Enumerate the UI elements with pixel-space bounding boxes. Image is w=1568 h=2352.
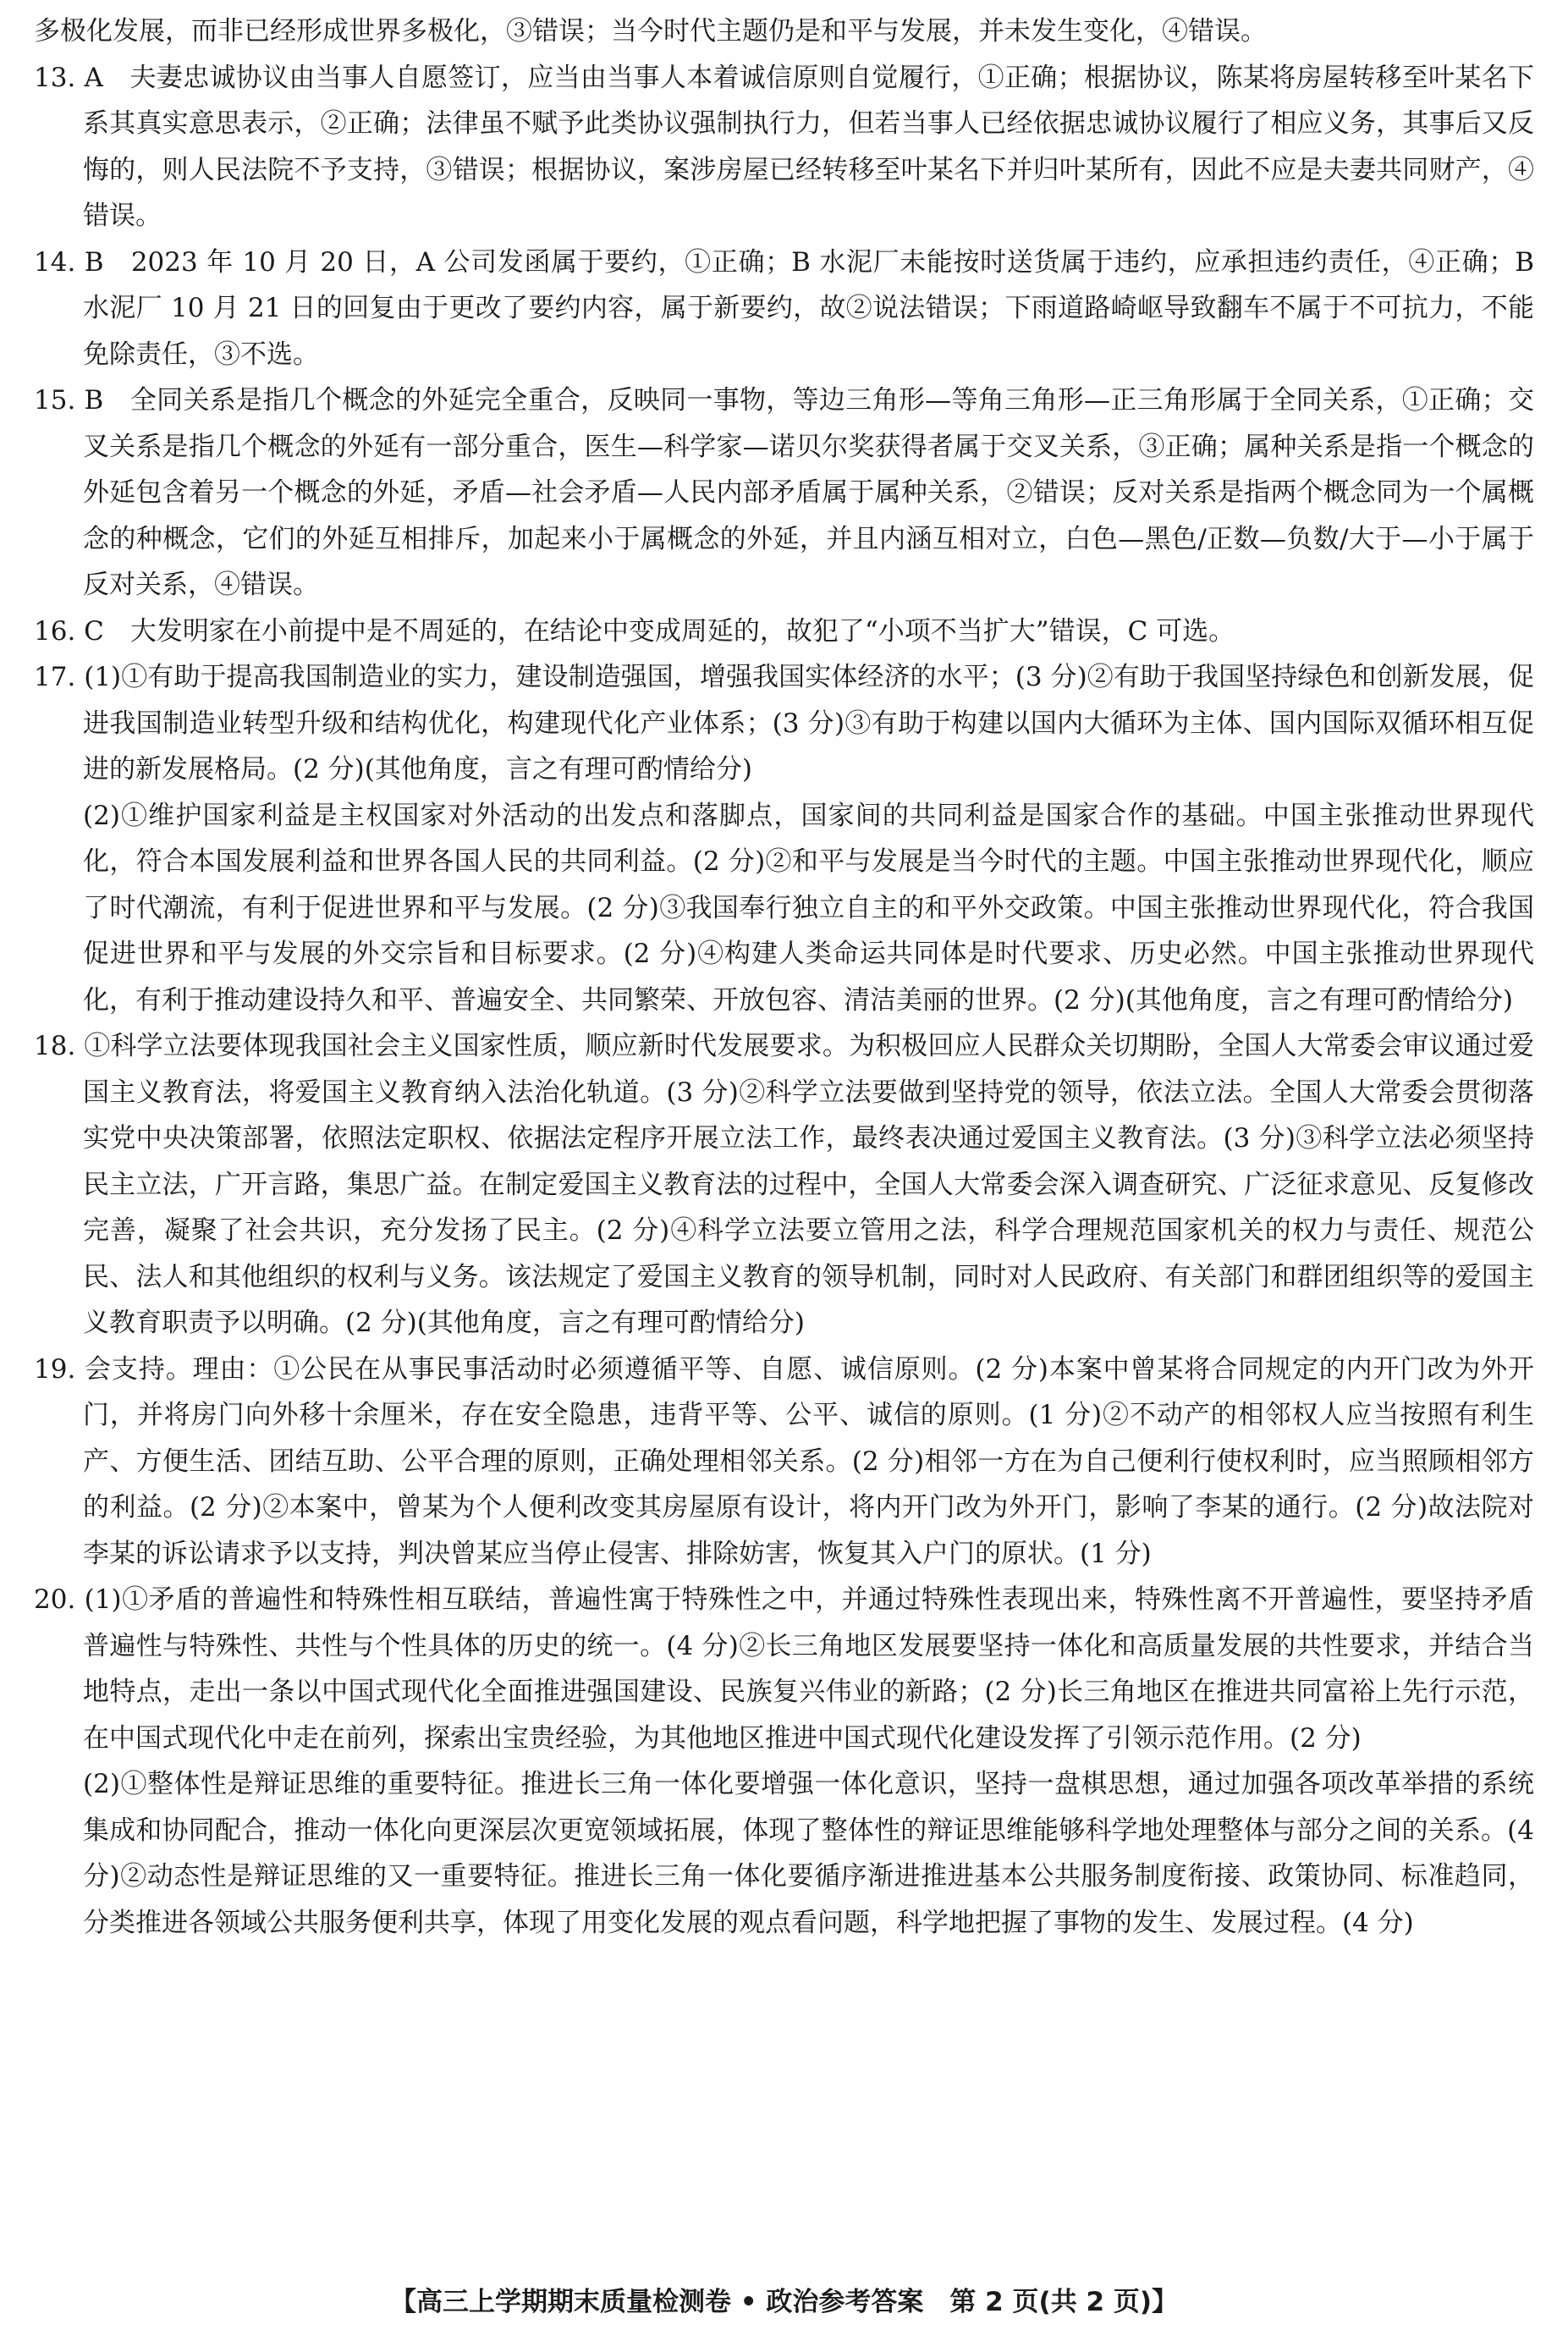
answer-15: 15. B 全同关系是指几个概念的外延完全重合，反映同一事物，等边三角形—等角三角形—正三角形属于全同关系，①正确；交叉关系是指几个概念的外延有一部分重合，医生—科学家—诺贝尔奖获得者属于交叉关系，③正确；属种关系是指一个概念的外延包含着另一个概念的外延，矛盾—社会矛盾—人民内部矛盾属于属种关系，②错误；反对关系是指两个概念同为一个属概念的种概念，它们的外延互相排斥，加起来小于属概念的外延，并且内涵互相对立，白色—黑色/正数—负数/大于—小于属于反对关系，④错误。 — [34, 385, 1534, 600]
answer-content — [34, 8, 1534, 1946]
answer-16: 16. C 大发明家在小前提中是不周延的，在结论中变成周延的，故犯了“小项不当扩大”错误，C 可选。 — [34, 615, 1235, 647]
answer-17-1: 17. (1)①有助于提高我国制造业的实力，建设制造强国，增强我国实体经济的水平；(3 分)②有助于我国坚持绿色和创新发展，促进我国制造业转型升级和结构优化，构建现代化产业体系；(3 分)③有助于构建以国内大循环为主体、国内国际双循环相互促进的新发展格局。(2 分)(其他角度，言之有理可酌情给分) — [34, 662, 1534, 785]
answer-17-2: (2)①维护国家利益是主权国家对外活动的出发点和落脚点，国家间的共同利益是国家合作的基础。中国主张推动世界现代化，符合本国发展利益和世界各国人民的共同利益。(2 分)②和平与发展是当今时代的主题。中国主张推动世界现代化，顺应了时代潮流，有利于促进世界和平与发展。(2 分)③我国奉行独立自主的和平外交政策。中国主张推动世界现代化，符合我国促进世界和平与发展的外交宗旨和目标要求。(2 分)④构建人类命运共同体是时代要求、历史必然。中国主张推动世界现代化，有利于推动建设持久和平、普遍安全、共同繁荣、开放包容、清洁美丽的世界。(2 分)(其他角度，言之有理可酌情给分) — [83, 800, 1534, 1016]
answer-14: 14. B 2023 年 10 月 20 日，A 公司发函属于要约，①正确；B 水泥厂未能按时送货属于违约，应承担违约责任，④正确；B 水泥厂 10 月 21 日的回复由于更改了要约内容，属于新要约，故②说法错误；下雨道路崎岖导致翻车不属于不可抗力，不能免除责任，③不选。 — [34, 246, 1534, 370]
answer-18: 18. ①科学立法要体现我国社会主义国家性质，顺应新时代发展要求。为积极回应人民群众关切期盼，全国人大常委会审议通过爱国主义教育法，将爱国主义教育纳入法治化轨道。(3 分)②科学立法要做到坚持党的领导，依法立法。全国人大常委会贯彻落实党中央决策部署，依照法定职权、依据法定程序开展立法工作，最终表决通过爱国主义教育法。(3 分)③科学立法必须坚持民主立法，广开言路，集思广益。在制定爱国主义教育法的过程中，全国人大常委会深入调查研究、广泛征求意见、反复修改完善，凝聚了社会共识，充分发扬了民主。(2 分)④科学立法要立管用之法，科学合理规范国家机关的权力与责任、规范公民、法人和其他组织的权利与义务。该法规定了爱国主义教育的领导机制，同时对人民政府、有关部门和群团组织等的爱国主义教育职责予以明确。(2 分)(其他角度，言之有理可酌情给分) — [34, 1031, 1534, 1338]
para-0: 多极化发展，而非已经形成世界多极化，③错误；当今时代主题仍是和平与发展，并未发生变化，④错误。 — [34, 16, 1267, 47]
answer-19: 19. 会支持。理由：①公民在从事民事活动时必须遵循平等、自愿、诚信原则。(2 分)本案中曾某将合同规定的内开门改为外开门，并将房门向外移十余厘米，存在安全隐患，违背平等、公平、诚信的原则。(1 分)②不动产的相邻权人应当按照有利生产、方便生活、团结互助、公平合理的原则，正确处理相邻关系。(2 分)相邻一方在为自己便利行使权利时，应当照顾相邻方的利益。(2 分)②本案中，曾某为个人便利改变其房屋原有设计，将内开门改为外开门，影响了李某的通行。(2 分)故法院对李某的诉讼请求予以支持，判决曾某应当停止侵害、排除妨害，恢复其入户门的原状。(1 分) — [34, 1353, 1534, 1569]
answer-20-2: (2)①整体性是辩证思维的重要特征。推进长三角一体化要增强一体化意识，坚持一盘棋思想，通过加强各项改革举措的系统集成和协同配合，推动一体化向更深层次更宽领域拓展，体现了整体性的辩证思维能够科学地处理整体与部分之间的关系。(4 分)②动态性是辩证思维的又一重要特征。推进长三角一体化要循序渐进推进基本公共服务制度衔接、政策协同、标准趋同，分类推进各领域公共服务便利共享，体现了用变化发展的观点看问题，科学地把握了事物的发生、发展过程。(4 分) — [83, 1769, 1534, 1938]
page-footer: 【高三上学期期末质量检测卷 • 政治参考答案 第 2 页(共 2 页)】 — [389, 2287, 1179, 2317]
answer-13: 13. A 夫妻忠诚协议由当事人自愿签订，应当由当事人本着诚信原则自觉履行，①正确；根据协议，陈某将房屋转移至叶某名下系其真实意思表示，②正确；法律虽不赋予此类协议强制执行力，但若当事人已经依据忠诚协议履行了相应义务，其事后又反悔的，则人民法院不予支持，③错误；根据协议，案涉房屋已经转移至叶某名下并归叶某所有，因此不应是夫妻共同财产，④错误。 — [34, 62, 1534, 231]
answer-20-1: 20. (1)①矛盾的普遍性和特殊性相互联结，普遍性寓于特殊性之中，并通过特殊性表现出来，特殊性离不开普遍性，要坚持矛盾普遍性与特殊性、共性与个性具体的历史的统一。(4 分)②长三角地区发展要坚持一体化和高质量发展的共性要求，并结合当地特点，走出一条以中国式现代化全面推进强国建设、民族复兴伟业的新路；(2 分)长三角地区在推进共同富裕上先行示范，在中国式现代化中走在前列，探索出宝贵经验，为其他地区推进中国式现代化建设发挥了引领示范作用。(2 分) — [34, 1584, 1534, 1754]
